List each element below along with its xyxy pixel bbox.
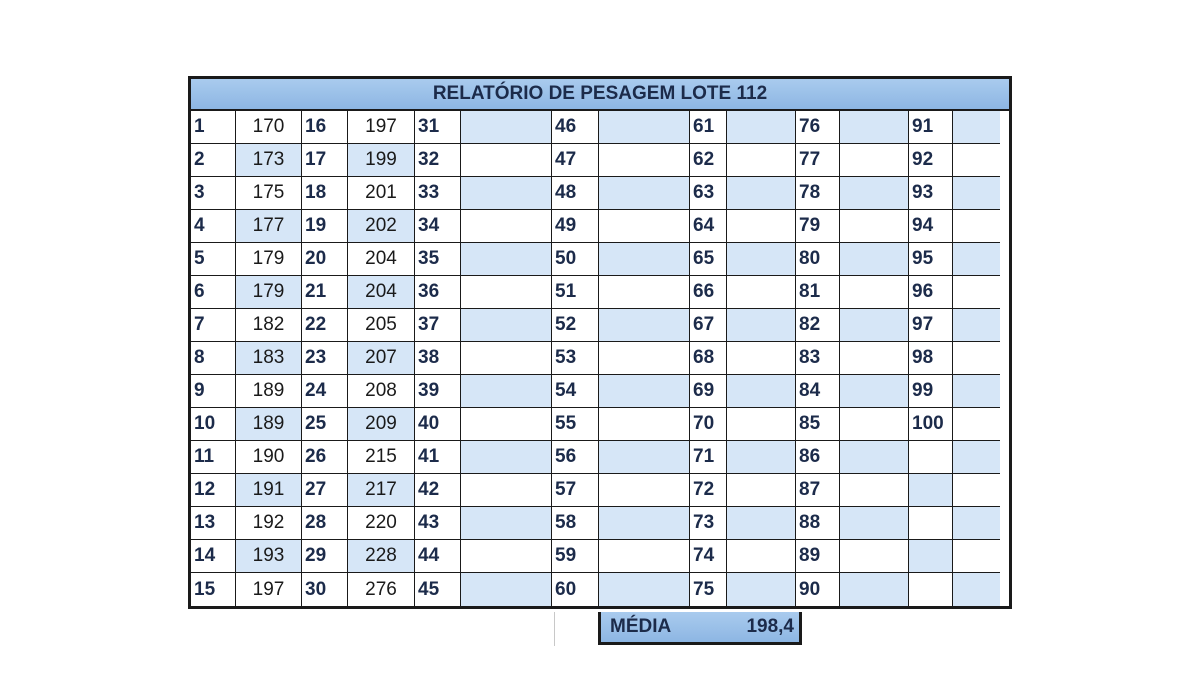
animal-number-cell (909, 474, 953, 507)
weight-cell (727, 177, 796, 210)
animal-number-cell: 39 (415, 375, 461, 408)
weight-cell (953, 309, 1000, 342)
weight-cell (727, 507, 796, 540)
animal-number-cell: 30 (302, 573, 348, 606)
weight-cell (599, 342, 690, 375)
animal-number-cell: 72 (690, 474, 727, 507)
weight-cell (727, 540, 796, 573)
animal-number-cell: 19 (302, 210, 348, 243)
weight-cell (840, 144, 909, 177)
animal-number-cell: 16 (302, 111, 348, 144)
animal-number-cell: 87 (796, 474, 840, 507)
animal-number-cell: 9 (191, 375, 236, 408)
animal-number-cell (909, 573, 953, 606)
weight-cell (599, 507, 690, 540)
animal-number-cell: 52 (552, 309, 599, 342)
weight-cell (727, 375, 796, 408)
weight-cell (599, 276, 690, 309)
weight-cell: 204 (348, 243, 415, 276)
animal-number-cell: 99 (909, 375, 953, 408)
animal-number-cell: 15 (191, 573, 236, 606)
animal-number-cell: 64 (690, 210, 727, 243)
animal-number-cell: 88 (796, 507, 840, 540)
animal-number-cell: 84 (796, 375, 840, 408)
weight-cell: 175 (236, 177, 302, 210)
animal-number-cell: 32 (415, 144, 461, 177)
sheet-divider-line (554, 612, 555, 646)
animal-number-cell: 46 (552, 111, 599, 144)
weight-cell (953, 474, 1000, 507)
animal-number-cell: 7 (191, 309, 236, 342)
weight-cell (953, 111, 1000, 144)
weight-cell (840, 375, 909, 408)
weight-cell (461, 243, 552, 276)
animal-number-cell: 21 (302, 276, 348, 309)
animal-number-cell: 86 (796, 441, 840, 474)
animal-number-cell: 62 (690, 144, 727, 177)
animal-number-cell: 89 (796, 540, 840, 573)
animal-number-cell: 78 (796, 177, 840, 210)
weight-cell: 276 (348, 573, 415, 606)
report-title: RELATÓRIO DE PESAGEM LOTE 112 (188, 76, 1012, 111)
weight-cell (840, 408, 909, 441)
weight-cell: 179 (236, 243, 302, 276)
animal-number-cell: 17 (302, 144, 348, 177)
weight-cell: 173 (236, 144, 302, 177)
animal-number-cell: 80 (796, 243, 840, 276)
weight-cell (599, 243, 690, 276)
animal-number-cell (909, 540, 953, 573)
weight-cell (727, 111, 796, 144)
weight-cell (840, 474, 909, 507)
animal-number-cell: 42 (415, 474, 461, 507)
animal-number-cell: 98 (909, 342, 953, 375)
animal-number-cell: 8 (191, 342, 236, 375)
weight-cell: 190 (236, 441, 302, 474)
weights-table (188, 111, 1012, 609)
weight-cell (727, 474, 796, 507)
weight-cell (461, 342, 552, 375)
weight-cell (461, 111, 552, 144)
animal-number-cell: 74 (690, 540, 727, 573)
animal-number-cell: 75 (690, 573, 727, 606)
animal-number-cell: 54 (552, 375, 599, 408)
weight-cell: 192 (236, 507, 302, 540)
weight-cell: 217 (348, 474, 415, 507)
weight-cell (599, 573, 690, 606)
weight-cell (840, 540, 909, 573)
animal-number-cell: 76 (796, 111, 840, 144)
animal-number-cell: 6 (191, 276, 236, 309)
weight-cell (953, 408, 1000, 441)
animal-number-cell: 96 (909, 276, 953, 309)
weight-cell: 199 (348, 144, 415, 177)
animal-number-cell: 85 (796, 408, 840, 441)
weight-cell (953, 210, 1000, 243)
weight-cell: 191 (236, 474, 302, 507)
animal-number-cell: 65 (690, 243, 727, 276)
animal-number-cell: 3 (191, 177, 236, 210)
weight-cell (840, 210, 909, 243)
weight-cell (461, 474, 552, 507)
animal-number-cell: 73 (690, 507, 727, 540)
weight-cell (599, 111, 690, 144)
animal-number-cell: 59 (552, 540, 599, 573)
animal-number-cell: 56 (552, 441, 599, 474)
weight-cell (599, 375, 690, 408)
animal-number-cell: 12 (191, 474, 236, 507)
weight-cell: 182 (236, 309, 302, 342)
animal-number-cell: 27 (302, 474, 348, 507)
animal-number-cell: 48 (552, 177, 599, 210)
animal-number-cell: 34 (415, 210, 461, 243)
weight-cell (727, 210, 796, 243)
weight-cell (461, 309, 552, 342)
weight-cell: 183 (236, 342, 302, 375)
animal-number-cell: 24 (302, 375, 348, 408)
weight-cell (840, 243, 909, 276)
weight-cell (953, 573, 1000, 606)
weight-cell: 215 (348, 441, 415, 474)
weight-cell: 170 (236, 111, 302, 144)
weight-cell (727, 573, 796, 606)
weight-cell (461, 276, 552, 309)
animal-number-cell: 41 (415, 441, 461, 474)
animal-number-cell: 58 (552, 507, 599, 540)
weight-cell (727, 243, 796, 276)
weight-cell (461, 177, 552, 210)
animal-number-cell (909, 507, 953, 540)
animal-number-cell: 77 (796, 144, 840, 177)
animal-number-cell (909, 441, 953, 474)
weight-cell (599, 144, 690, 177)
weight-cell: 179 (236, 276, 302, 309)
animal-number-cell: 55 (552, 408, 599, 441)
animal-number-cell: 29 (302, 540, 348, 573)
weight-cell (599, 540, 690, 573)
weight-cell (599, 210, 690, 243)
weight-cell: 220 (348, 507, 415, 540)
weight-cell (953, 342, 1000, 375)
animal-number-cell: 33 (415, 177, 461, 210)
animal-number-cell: 25 (302, 408, 348, 441)
animal-number-cell: 5 (191, 243, 236, 276)
weight-cell (461, 573, 552, 606)
animal-number-cell: 10 (191, 408, 236, 441)
animal-number-cell: 67 (690, 309, 727, 342)
animal-number-cell: 61 (690, 111, 727, 144)
animal-number-cell: 81 (796, 276, 840, 309)
weight-cell: 204 (348, 276, 415, 309)
animal-number-cell: 93 (909, 177, 953, 210)
animal-number-cell: 90 (796, 573, 840, 606)
weight-cell (599, 309, 690, 342)
weight-cell (727, 441, 796, 474)
animal-number-cell: 44 (415, 540, 461, 573)
weight-cell (840, 111, 909, 144)
weight-cell (727, 309, 796, 342)
animal-number-cell: 57 (552, 474, 599, 507)
weight-cell (727, 276, 796, 309)
weight-cell (840, 573, 909, 606)
weight-cell (599, 441, 690, 474)
animal-number-cell: 97 (909, 309, 953, 342)
weight-cell (953, 507, 1000, 540)
animal-number-cell: 68 (690, 342, 727, 375)
weight-cell (953, 375, 1000, 408)
animal-number-cell: 45 (415, 573, 461, 606)
animal-number-cell: 51 (552, 276, 599, 309)
average-value: 198,4 (746, 616, 794, 637)
animal-number-cell: 14 (191, 540, 236, 573)
animal-number-cell: 43 (415, 507, 461, 540)
weight-cell (953, 276, 1000, 309)
animal-number-cell: 1 (191, 111, 236, 144)
animal-number-cell: 18 (302, 177, 348, 210)
weight-cell (953, 441, 1000, 474)
weight-cell (727, 144, 796, 177)
weight-cell (461, 144, 552, 177)
weight-cell: 228 (348, 540, 415, 573)
animal-number-cell: 91 (909, 111, 953, 144)
animal-number-cell: 40 (415, 408, 461, 441)
weight-cell (461, 540, 552, 573)
weight-cell: 197 (348, 111, 415, 144)
animal-number-cell: 35 (415, 243, 461, 276)
weight-cell (840, 507, 909, 540)
weight-cell (953, 177, 1000, 210)
weight-cell: 197 (236, 573, 302, 606)
weight-cell: 177 (236, 210, 302, 243)
weight-cell: 201 (348, 177, 415, 210)
animal-number-cell: 92 (909, 144, 953, 177)
weighing-report-sheet (188, 76, 1012, 609)
weight-cell (461, 441, 552, 474)
animal-number-cell: 100 (909, 408, 953, 441)
animal-number-cell: 53 (552, 342, 599, 375)
weight-cell (599, 177, 690, 210)
animal-number-cell: 83 (796, 342, 840, 375)
animal-number-cell: 23 (302, 342, 348, 375)
weight-cell: 189 (236, 375, 302, 408)
animal-number-cell: 20 (302, 243, 348, 276)
animal-number-cell: 95 (909, 243, 953, 276)
animal-number-cell: 22 (302, 309, 348, 342)
weight-cell (840, 276, 909, 309)
average-box (598, 612, 802, 645)
weight-cell (599, 408, 690, 441)
animal-number-cell: 4 (191, 210, 236, 243)
animal-number-cell: 49 (552, 210, 599, 243)
animal-number-cell: 94 (909, 210, 953, 243)
animal-number-cell: 66 (690, 276, 727, 309)
weight-cell (840, 342, 909, 375)
animal-number-cell: 47 (552, 144, 599, 177)
weight-cell (461, 408, 552, 441)
weight-cell (953, 243, 1000, 276)
weight-cell: 189 (236, 408, 302, 441)
animal-number-cell: 79 (796, 210, 840, 243)
weight-cell: 207 (348, 342, 415, 375)
animal-number-cell: 26 (302, 441, 348, 474)
animal-number-cell: 70 (690, 408, 727, 441)
weight-cell: 209 (348, 408, 415, 441)
animal-number-cell: 60 (552, 573, 599, 606)
weight-cell (840, 177, 909, 210)
animal-number-cell: 37 (415, 309, 461, 342)
animal-number-cell: 69 (690, 375, 727, 408)
animal-number-cell: 71 (690, 441, 727, 474)
weight-cell (953, 144, 1000, 177)
animal-number-cell: 50 (552, 243, 599, 276)
animal-number-cell: 28 (302, 507, 348, 540)
weight-cell (953, 540, 1000, 573)
weight-cell (840, 441, 909, 474)
animal-number-cell: 31 (415, 111, 461, 144)
animal-number-cell: 36 (415, 276, 461, 309)
weight-cell: 208 (348, 375, 415, 408)
weight-cell: 193 (236, 540, 302, 573)
animal-number-cell: 2 (191, 144, 236, 177)
weight-cell (461, 507, 552, 540)
weight-cell (461, 210, 552, 243)
weight-cell: 202 (348, 210, 415, 243)
weight-cell (599, 474, 690, 507)
weight-cell (840, 309, 909, 342)
average-label: MÉDIA (610, 616, 672, 637)
weight-cell (461, 375, 552, 408)
animal-number-cell: 63 (690, 177, 727, 210)
animal-number-cell: 82 (796, 309, 840, 342)
weight-cell: 205 (348, 309, 415, 342)
weight-cell (727, 408, 796, 441)
animal-number-cell: 11 (191, 441, 236, 474)
weight-cell (727, 342, 796, 375)
animal-number-cell: 38 (415, 342, 461, 375)
animal-number-cell: 13 (191, 507, 236, 540)
